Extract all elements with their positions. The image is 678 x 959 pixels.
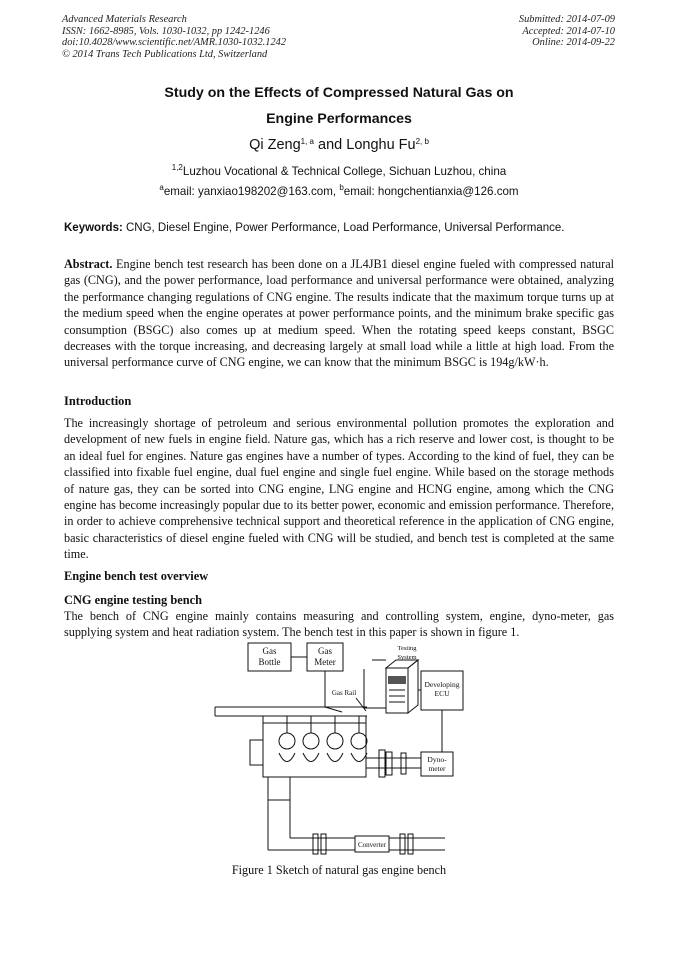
email-a: email: yanxiao198202@163.com, [163, 185, 340, 198]
gas-meter-label-1: Gas [318, 646, 332, 656]
title-line-1: Study on the Effects of Compressed Natural Gas on [164, 85, 514, 101]
subsection-heading: CNG engine testing bench [64, 593, 203, 607]
converter-label: Converter [358, 841, 386, 849]
intro-text: The increasingly shortage of petroleum and serious environmental pollution promotes the exploration and development of new fuels in engine field. Nature gas, which has a rich reserve and lower cost, is thought to be an ideal fuel for engines. Nature gas engines have a number of types. According to the kind of fuel, they can be classified into fixable fuel engine, dual fuel engine and single fuel engine. While based on the storage methods of nature gas, they can be sorted into CNG engine, LNG engine and HCNG engine, among which the CNG engine has become increasingly popular due to its better power, economic and emission performance. Therefore, in order to achieve comprehensive technical support and theoretical reference in the application of CNG engine, basic characteristics of diesel engine fueled with CNG will be studied, and bench test is completed at the same time. [64, 416, 614, 562]
figure-caption: Figure 1 Sketch of natural gas engine bench [231, 863, 447, 877]
author-1-sup: 1, a [300, 137, 314, 146]
keywords-text: CNG, Diesel Engine, Power Performance, Load Performance, Universal Performance. [122, 222, 565, 234]
gas-rail-label: Gas Rail [331, 689, 357, 697]
abstract-text: Engine bench test research has been done on a JL4JB1 diesel engine fueled with compressed natural gas (CNG), and the power performance, load performance and universal performance were obtained, analyzing the performance changing regulations of CNG engine. The results indicate that the maximum torque turns up at the medium speed when the engine operates at power performance points, and the minimum brake specific gas consumption (BSGC) also comes up at medium speed. When the rotating speed keeps constant, BSGC decreases with the torque increasing, and decreasing largely at small load while a little at high load. From the universal performance curve of CNG engine, we can know that the minimum BSGC is 194g/kW·h. [64, 257, 614, 370]
gas-meter-label-2: Meter [314, 657, 336, 667]
author-2: and Longhu Fu [314, 137, 416, 153]
author-2-sup: 2, b [415, 137, 429, 146]
exhaust-manifold [268, 777, 290, 800]
engine-block [263, 723, 366, 777]
online-date: Online: 2014-09-22 [532, 37, 615, 49]
testing-system-panel [388, 676, 406, 684]
title-line-2: Engine Performances [266, 111, 412, 127]
accepted-date: Accepted: 2014-07-10 [522, 25, 615, 37]
testing-system-label-1: Testing [397, 645, 417, 652]
meter-rail-pipe-2 [325, 707, 342, 712]
cylinder-1 [279, 733, 295, 749]
testing-system-label-2: System [397, 654, 417, 661]
journal-issn: ISSN: 1662-8985, Vols. 1030-1032, pp 1242-1246 [62, 25, 270, 37]
journal-doi: doi:10.4028/www.scientific.net/AMR.1030-1032.1242 [62, 37, 287, 49]
journal-copyright: © 2014 Trans Tech Publications Ltd, Switzerland [62, 48, 268, 60]
dyno-label-2: meter [428, 764, 446, 773]
cylinder-4 [351, 733, 367, 749]
bench-text: The bench of CNG engine mainly contains measuring and controlling system, engine, dyno-meter, gas supplying system and heat radiation system. The bench test in this paper is shown in figure 1. [64, 609, 614, 640]
intro-heading: Introduction [64, 394, 132, 408]
cylinder-2 [303, 733, 319, 749]
ecu-label-2: ECU [434, 689, 450, 698]
author-1: Qi Zeng [249, 137, 301, 153]
email-b-sup: b [339, 183, 344, 192]
affiliation-text: Luzhou Vocational & Technical College, Sichuan Luzhou, china [182, 165, 507, 178]
cylinder-3 [327, 733, 343, 749]
gas-bottle-label-2: Bottle [258, 657, 281, 667]
section-heading: Engine bench test overview [64, 569, 209, 583]
dyno-label-1: Dyno- [427, 755, 447, 764]
ecu-label-1: Developing [424, 680, 460, 689]
submitted-date: Submitted: 2014-07-09 [518, 14, 615, 25]
email-b: email: hongchentianxia@126.com [343, 185, 519, 198]
journal-name: Advanced Materials Research [62, 14, 187, 25]
abstract-label: Abstract. [64, 257, 113, 271]
engine-front-cover [250, 740, 263, 765]
affiliation-sup: 1,2 [171, 163, 183, 172]
testing-system-side [408, 660, 418, 713]
keywords-label: Keywords: [64, 222, 123, 234]
email-a-sup: a [159, 183, 164, 192]
gas-bottle-label-1: Gas [262, 646, 277, 656]
